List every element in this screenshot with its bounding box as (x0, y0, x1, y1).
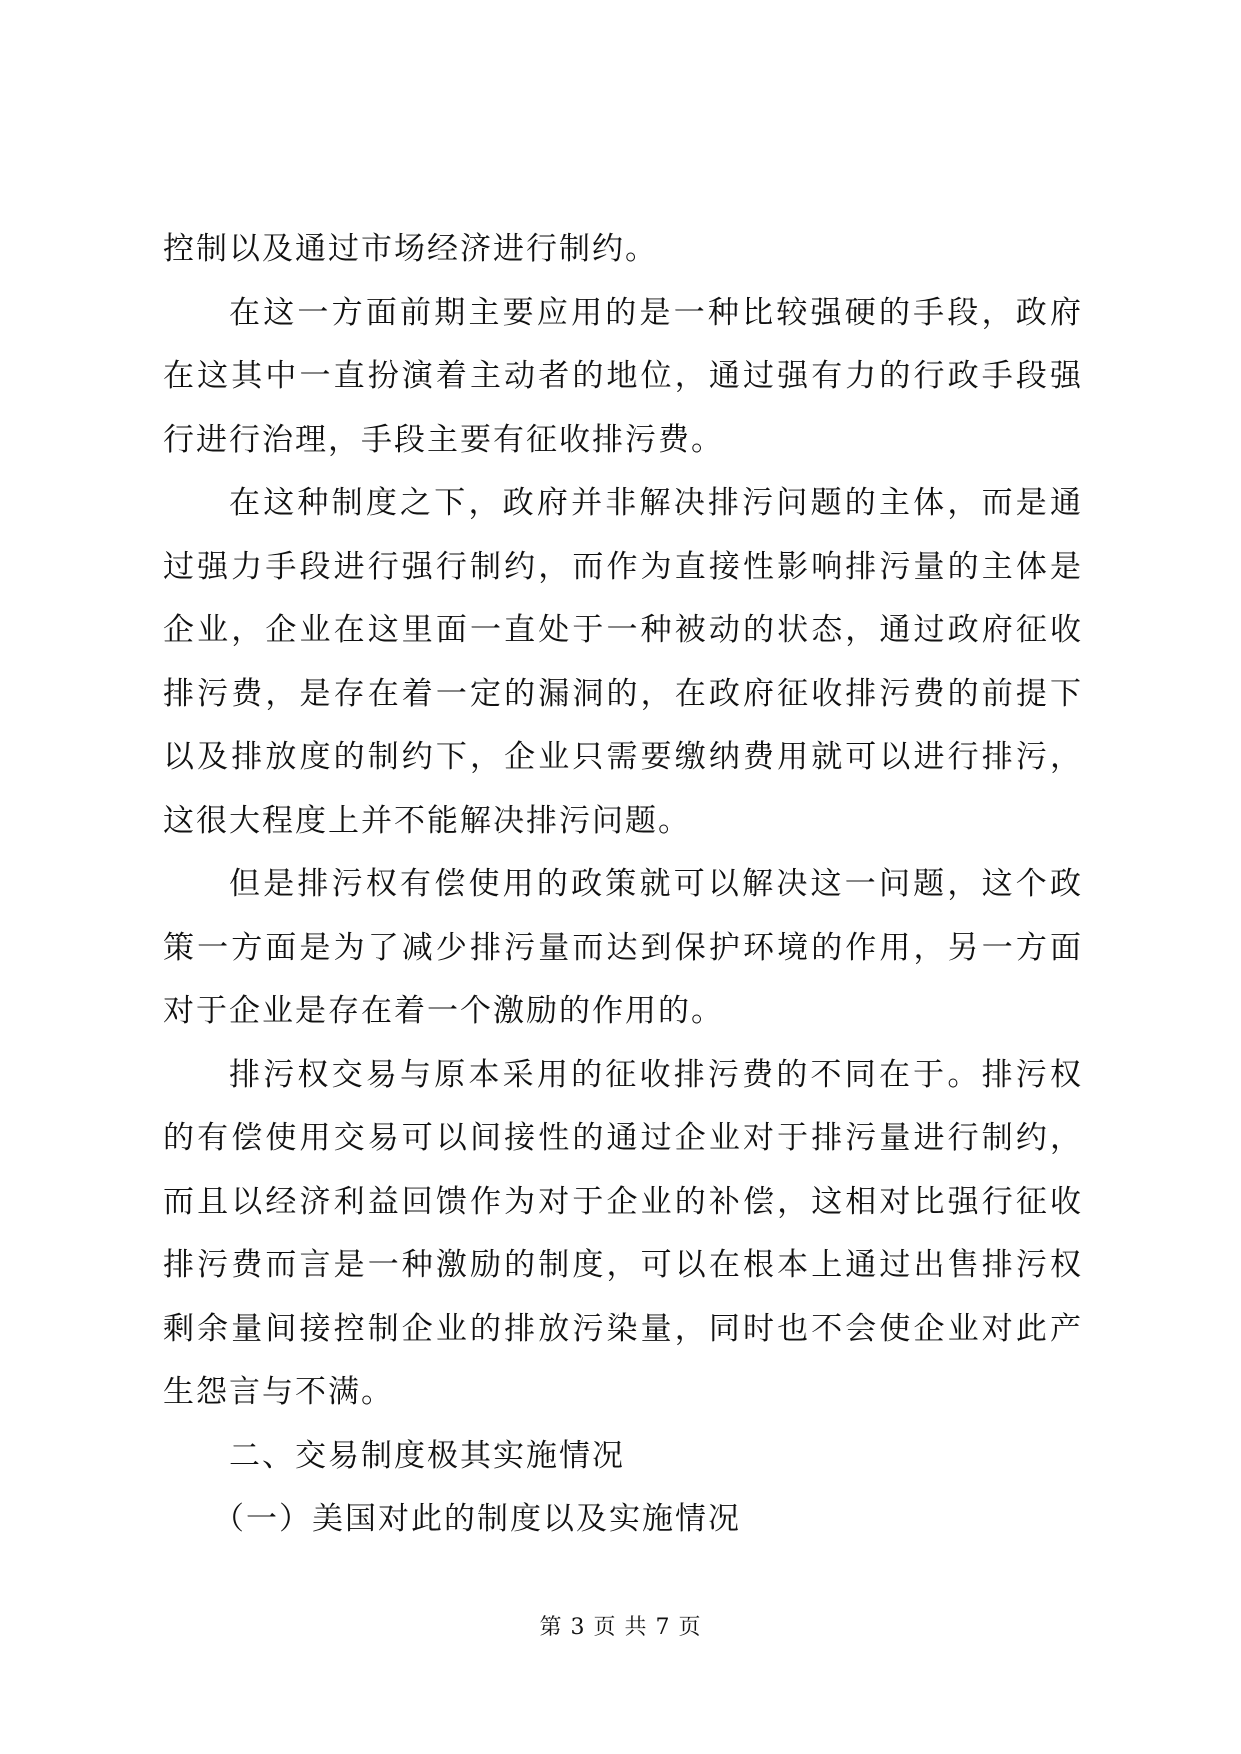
section-heading: 二、交易制度极其实施情况 (229, 1437, 625, 1474)
subsection-heading: （一）美国对此的制度以及实施情况 (213, 1501, 741, 1537)
paragraph-continuation: 控制以及通过市场经济进行制约。 (163, 231, 658, 267)
document-body (163, 218, 1083, 1552)
paragraph: 但是排污权有偿使用的政策就可以解决这一问题，这个政策一方面是为了减少排污量而达到保护环境的作用，另一方面对于企业是存在着一个激励的作用的。 (163, 866, 1083, 1029)
paragraph: 在这一方面前期主要应用的是一种比较强硬的手段，政府在这其中一直扮演着主动者的地位，通过强有力的行政手段强行进行治理，手段主要有征收排污费。 (163, 294, 1083, 458)
paragraph: 在这种制度之下，政府并非解决排污问题的主体，而是通过强力手段进行强行制约，而作为直接性影响排污量的主体是企业，企业在这里面一直处于一种被动的状态，通过政府征收排污费，是存在着一定的漏洞的，在政府征收排污费的前提下以及排放度的制约下，企业只需要缴纳费用就可以进行排污，这很大程度上并不能解决排污问题。 (163, 485, 1083, 839)
page-number-footer: 第 3 页 共 7 页 (539, 1615, 702, 1640)
paragraph: 排污权交易与原本采用的征收排污费的不同在于。排污权的有偿使用交易可以间接性的通过企业对于排污量进行制约，而且以经济利益回馈作为对于企业的补偿，这相对比强行征收排污费而言是一种激励的制度，可以在根本上通过出售排污权剩余量间接控制企业的排放污染量，同时也不会使企业对此产生怨言与不满。 (163, 1056, 1083, 1410)
